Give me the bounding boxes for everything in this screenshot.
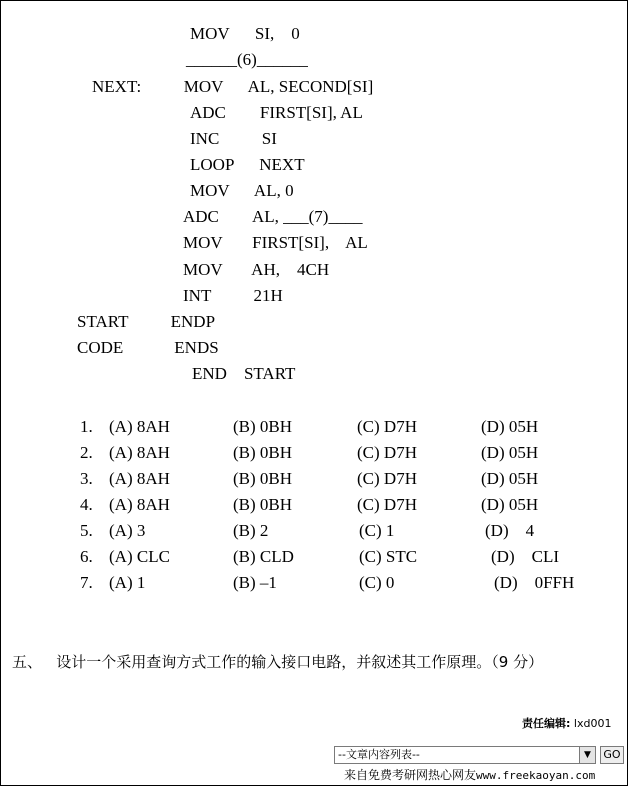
option-number: 6. — [80, 547, 93, 566]
option-a: (A) 8AH — [109, 469, 170, 488]
article-list-select-value: --文章内容列表-- — [338, 748, 420, 761]
code-line: MOV SI, 0 — [190, 24, 300, 43]
option-a: (A) 8AH — [109, 417, 170, 436]
code-line: CODE ENDS — [77, 338, 219, 357]
code-line: INT 21H — [183, 286, 283, 305]
option-number: 1. — [80, 417, 93, 436]
option-number: 7. — [80, 573, 93, 592]
option-a: (A) 1 — [109, 573, 146, 592]
chevron-down-icon[interactable]: ▼ — [579, 747, 595, 763]
option-d: (D) 4 — [485, 521, 535, 540]
editor-value: lxd001 — [570, 717, 612, 730]
code-line: MOV AL, 0 — [190, 181, 294, 200]
option-d: (D) 05H — [481, 469, 539, 488]
option-c: (C) D7H — [357, 443, 417, 462]
code-line-blank-7: ADC AL, ___(7)____ — [183, 207, 363, 226]
source-url[interactable]: www.freekaoyan.com — [476, 769, 596, 782]
option-b: (B) CLD — [233, 547, 294, 566]
code-line: LOOP NEXT — [190, 155, 305, 174]
option-b: (B) 0BH — [233, 417, 293, 436]
option-d: (D) 0FFH — [494, 573, 575, 592]
source-credit — [344, 768, 595, 783]
option-b: (B) 2 — [233, 521, 269, 540]
option-c: (C) D7H — [357, 495, 417, 514]
code-line: END START — [192, 364, 296, 383]
option-c: (C) 0 — [359, 573, 395, 592]
option-d: (D) 05H — [481, 417, 539, 436]
option-c: (C) D7H — [357, 417, 417, 436]
code-line: ADC FIRST[SI], AL — [190, 103, 363, 122]
option-number: 2. — [80, 443, 93, 462]
option-a: (A) 3 — [109, 521, 146, 540]
option-d: (D) CLI — [491, 547, 559, 566]
option-a: (A) 8AH — [109, 495, 170, 514]
go-button[interactable]: GO — [600, 746, 624, 764]
option-d: (D) 05H — [481, 443, 539, 462]
option-number: 3. — [80, 469, 93, 488]
code-line: START ENDP — [77, 312, 216, 331]
option-number: 5. — [80, 521, 93, 540]
option-a: (A) 8AH — [109, 443, 170, 462]
code-line: NEXT: MOV AL, SECOND[SI] — [92, 77, 374, 96]
code-line: MOV FIRST[SI], AL — [183, 233, 368, 252]
option-c: (C) D7H — [357, 469, 417, 488]
code-line: INC SI — [190, 129, 277, 148]
question-five: 五、 设计一个采用查询方式工作的输入接口电路，并叙述其工作原理。（9 分） — [12, 653, 544, 671]
code-line: MOV AH, 4CH — [183, 260, 330, 279]
option-b: (B) 0BH — [233, 495, 293, 514]
option-a: (A) CLC — [109, 547, 170, 566]
option-c: (C) 1 — [359, 521, 395, 540]
option-d: (D) 05H — [481, 495, 539, 514]
source-text: 来自免费考研网热心网友 — [344, 768, 477, 782]
option-b: (B) 0BH — [233, 443, 293, 462]
editor-credit — [522, 717, 611, 731]
code-line-blank-6: ______(6)______ — [186, 50, 308, 69]
option-b: (B) –1 — [233, 573, 277, 592]
option-number: 4. — [80, 495, 93, 514]
option-b: (B) 0BH — [233, 469, 293, 488]
option-c: (C) STC — [359, 547, 418, 566]
article-list-select[interactable] — [334, 746, 596, 764]
editor-label: 责任编辑: — [522, 717, 571, 730]
